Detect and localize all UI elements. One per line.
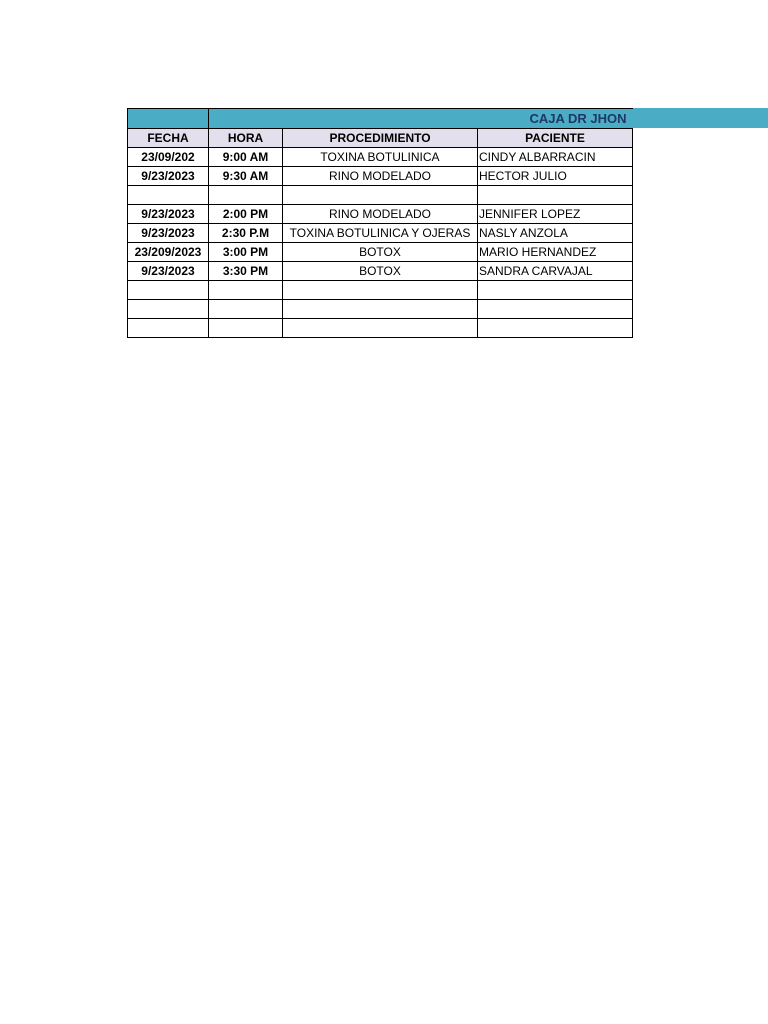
table-row bbox=[128, 300, 633, 319]
hora-cell bbox=[209, 300, 283, 319]
fecha-cell: 9/23/2023 bbox=[128, 205, 209, 224]
header-row bbox=[128, 129, 633, 148]
table-row bbox=[128, 186, 633, 205]
fecha-cell: 9/23/2023 bbox=[128, 262, 209, 281]
hora-cell: 9:00 AM bbox=[209, 148, 283, 167]
paciente-cell: JENNIFER LOPEZ bbox=[478, 205, 633, 224]
hora-cell bbox=[209, 186, 283, 205]
paciente-cell: NASLY ANZOLA bbox=[478, 224, 633, 243]
hora-cell: 2:30 P.M bbox=[209, 224, 283, 243]
paciente-cell bbox=[478, 300, 633, 319]
column-header-paciente: PACIENTE bbox=[478, 129, 633, 148]
table-row bbox=[128, 224, 633, 243]
fecha-cell bbox=[128, 281, 209, 300]
paciente-cell bbox=[478, 186, 633, 205]
schedule-table bbox=[127, 108, 633, 338]
procedimiento-cell bbox=[283, 186, 478, 205]
procedimiento-cell: BOTOX bbox=[283, 262, 478, 281]
fecha-cell: 9/23/2023 bbox=[128, 167, 209, 186]
table-row bbox=[128, 243, 633, 262]
procedimiento-cell bbox=[283, 281, 478, 300]
hora-cell: 9:30 AM bbox=[209, 167, 283, 186]
table-row bbox=[128, 167, 633, 186]
fecha-cell bbox=[128, 300, 209, 319]
title-blank-cell bbox=[128, 109, 209, 129]
table-row bbox=[128, 319, 633, 338]
column-header-hora: HORA bbox=[209, 129, 283, 148]
procedimiento-cell: TOXINA BOTULINICA bbox=[283, 148, 478, 167]
procedimiento-cell: TOXINA BOTULINICA Y OJERAS bbox=[283, 224, 478, 243]
procedimiento-cell: RINO MODELADO bbox=[283, 167, 478, 186]
hora-cell bbox=[209, 281, 283, 300]
fecha-cell: 23/09/202 bbox=[128, 148, 209, 167]
column-header-fecha: FECHA bbox=[128, 129, 209, 148]
fecha-cell: 9/23/2023 bbox=[128, 224, 209, 243]
table-row bbox=[128, 262, 633, 281]
title-row bbox=[128, 109, 633, 129]
table-row bbox=[128, 148, 633, 167]
paciente-cell: HECTOR JULIO bbox=[478, 167, 633, 186]
fecha-cell bbox=[128, 319, 209, 338]
paciente-cell: SANDRA CARVAJAL bbox=[478, 262, 633, 281]
procedimiento-cell: BOTOX bbox=[283, 243, 478, 262]
schedule-sheet bbox=[127, 108, 633, 338]
paciente-cell bbox=[478, 319, 633, 338]
procedimiento-cell bbox=[283, 300, 478, 319]
column-header-procedimiento: PROCEDIMIENTO bbox=[283, 129, 478, 148]
hora-cell: 3:00 PM bbox=[209, 243, 283, 262]
hora-cell: 3:30 PM bbox=[209, 262, 283, 281]
paciente-cell: CINDY ALBARRACIN bbox=[478, 148, 633, 167]
table-row bbox=[128, 281, 633, 300]
procedimiento-cell bbox=[283, 319, 478, 338]
paciente-cell bbox=[478, 281, 633, 300]
fecha-cell bbox=[128, 186, 209, 205]
hora-cell: 2:00 PM bbox=[209, 205, 283, 224]
fecha-cell: 23/209/2023 bbox=[128, 243, 209, 262]
hora-cell bbox=[209, 319, 283, 338]
table-row bbox=[128, 205, 633, 224]
procedimiento-cell: RINO MODELADO bbox=[283, 205, 478, 224]
paciente-cell: MARIO HERNANDEZ bbox=[478, 243, 633, 262]
table-title: CAJA DR JHON bbox=[209, 109, 633, 129]
